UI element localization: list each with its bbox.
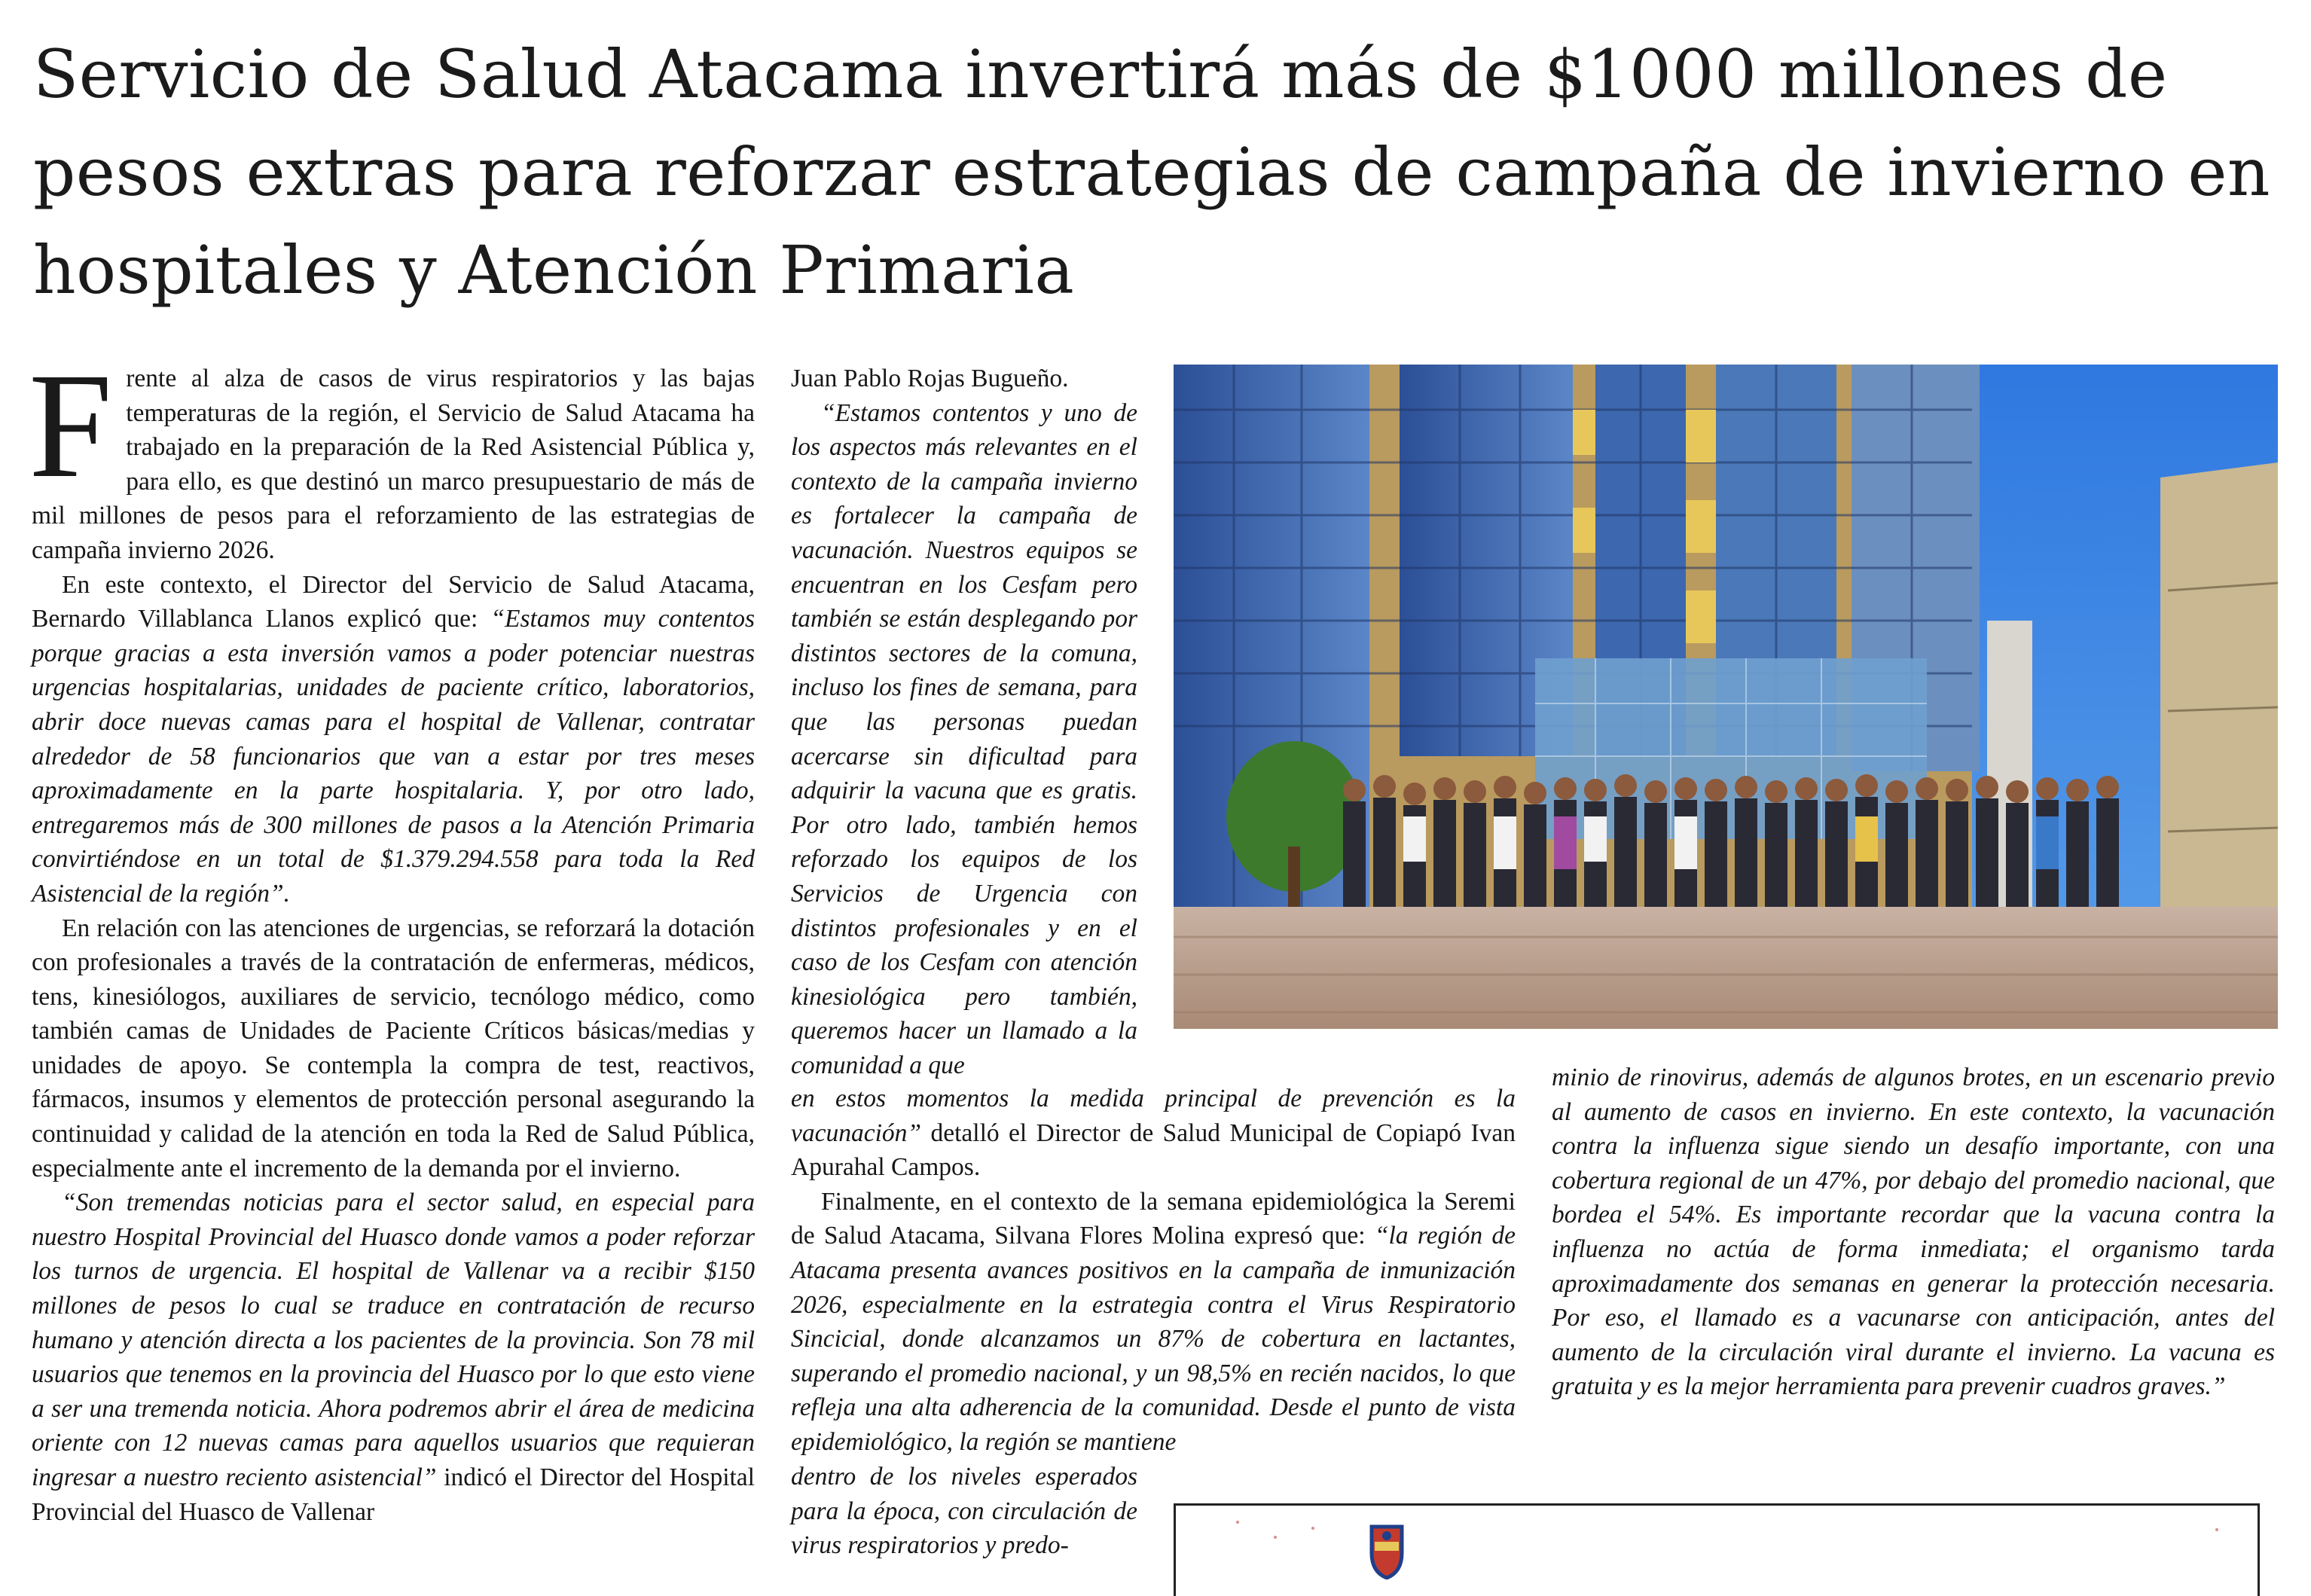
article-column-2-bottom: dentro de los niveles esperados para la época, con circulación de virus respiratorios y predo- [791, 1463, 1137, 1560]
municipal-crest-icon [1364, 1519, 1409, 1579]
article-column-2-lower [791, 1082, 1516, 1460]
decorative-speck [1274, 1536, 1277, 1539]
paragraph-continued: Juan Pablo Rojas Bugueño. [791, 365, 1069, 392]
hospital-building-illustration [1174, 365, 2278, 1029]
group-photo-hospital [1174, 365, 2278, 1029]
headline: Servicio de Salud Atacama invertirá más de $1000 millones de pesos extras para reforzar estrategias de campaña de invierno en hospitales y Atención Primaria [33, 35, 2271, 309]
paragraph-1: Frente al alza de casos de virus respiratorios y las bajas temperaturas de la región, el Servicio de Salud Atacama ha trabajado en la preparación de la Red Asistencial Pública y, para ello, es que destinó un marco presupuestario de más de mil millones de pesos para el reforzamiento de las estrategias de campaña invierno 2026. [29, 343, 755, 564]
paragraph-quote-copiapo-end: en estos momentos la medida principal de prevención es la vacunación” detalló el Director de Salud Municipal de Copiapó Ivan Apurahal Campos. [791, 1085, 1516, 1182]
paragraph-4: “Son tremendas noticias para el sector salud, en especial para nuestro Hospital Provincial del Huasco donde vamos a poder reforzar los turnos de urgencia. El hospital de Vallenar va a recibir $150 millones de pesos lo cual se traduce en contratación de recurso humano y atención directa a los pacientes de la provincia. Son 78 mil usuarios que tenemos en la provincia del Huasco por lo que esto viene a ser una tremenda noticia. Ahora podremos abrir el área de medicina oriente con 12 nuevas camas para aquellos usuarios que requieran ingresar a nuestro reciento asistencial” indicó el Director del Hospital Provincial del Huasco de Vallenar [32, 1189, 755, 1526]
advertisement-box [1174, 1503, 2260, 1596]
drop-cap: F [29, 343, 113, 509]
decorative-speck [2215, 1528, 2218, 1531]
decorative-speck [1311, 1527, 1314, 1530]
paragraph-seremi: Finalmente, en el contexto de la semana epidemiológica la Seremi de Salud Atacama, Silvana Flores Molina expresó que: “la región de Atacama presenta avances positivos en la campaña de inmunización 2026, especialmente en la estrategia contra el Virus Respiratorio Sincicial, donde alcanzamos un 87% de cobertura en lactantes, superando el promedio nacional, y un 98,5% en recién nacidos, lo que refleja una alta adherencia de la comunidad. Desde el punto de vista epidemiológico, la región se mantiene [791, 1187, 1516, 1456]
quote-seremi-continued: minio de rinovirus, además de algunos brotes, en un escenario previo al aumento de casos en invierno. En este contexto, la vacunación contra la influenza sigue siendo un desafío importante, con una cobertura regional de un 47%, por debajo del promedio nacional, que bordea el 54%. Es importante recordar que la vacuna contra la influenza no actúa de forma inmediata; el organismo tarda aproximadamente dos semanas en generar la protección necesaria. Por eso, el llamado es a vacunarse con anticipación, antes del aumento de la circulación viral durante el invierno. La vacuna es gratuita y es la mejor herramienta para prevenir cuadros graves.” [1552, 1063, 2275, 1401]
article-column-1 [29, 343, 755, 1529]
paragraph-2: En este contexto, el Director del Servicio de Salud Atacama, Bernardo Villablanca Llanos explicó que: “Estamos muy contentos porque gracias a esta inversión vamos a poder potenciar nuestras urgencias hospitalarias, unidades de paciente crítico, laboratorios, abrir doce nuevas camas para el hospital de Vallenar, contratar alrededor de 58 funcionarios que van a estar por tres meses aproximadamente en la parte hospitalaria. Y, por otro lado, entregaremos más de 300 millones de pasos a la Atención Primaria convirtiéndose en un total de $1.379.294.558 para toda la Red Asistencial de la región”. [32, 570, 755, 908]
quote-director-ssa: “Estamos muy contentos porque gracias a esta inversión vamos a poder potenciar nuestras urgencias hospitalarias, unidades de paciente crítico, laboratorios, abrir doce nuevas camas para el hospital de Vallenar, contratar alrededor de 58 funcionarios que van a estar por tres meses aproximadamente en la parte hospitalaria. Y, por otro lado, entregaremos más de 300 millones de pasos a la Atención Primaria convirtiéndose en un total de $1.379.294.558 para toda la Red Asistencial de la región”. [32, 605, 755, 908]
decorative-speck [1236, 1521, 1239, 1524]
quote-director-hospital: “Son tremendas noticias para el sector salud, en especial para nuestro Hospital Provincial del Huasco donde vamos a poder reforzar los turnos de urgencia. El hospital de Vallenar va a recibir $150 millones de pesos lo cual se traduce en contratación de recurso humano y atención directa a los pacientes de la provincia. Son 78 mil usuarios que tenemos en la provincia del Huasco por lo que esto viene a ser una tremenda noticia. Ahora podremos abrir el área de medicina oriente con 12 nuevas camas para aquellos usuarios que requieran ingresar a nuestro reciento asistencial” [32, 1189, 755, 1491]
quote-seremi: “la región de Atacama presenta avances positivos en la campaña de inmunización 2026, especialmente en la estrategia contra el Virus Respiratorio Sincicial, donde alcanzamos un 87% de cobertura en lactantes, superando el promedio nacional, y un 98,5% en recién nacidos, lo que refleja una alta adherencia de la comunidad. Desde el punto de vista epidemiológico, la región se mantiene [791, 1222, 1516, 1456]
paragraph-quote-copiapo: “Estamos contentos y uno de los aspectos más relevantes en el contexto de la campaña invierno es fortalecer la campaña de vacunación. Nuestros equipos se encuentran en los Cesfam pero también se están desplegando por distintos sectores de la comuna, incluso los fines de semana, para que las personas puedan acercarse sin dificultad para adquirir la vacuna que es gratis. Por otro lado, también hemos reforzado los equipos de los Servicios de Urgencia con distintos profesionales y en el caso de los Cesfam con atención kinesiológica pero también, queremos hacer un llamado a la comunidad a que [791, 398, 1137, 1079]
article-column-2 [791, 362, 1137, 1082]
article-column-3 [1552, 1060, 2275, 1404]
paragraph-3: En relación con las atenciones de urgencias, se reforzará la dotación con profesionales a través de la contratación de enfermeras, médicos, tens, kinesiólogos, auxiliares de servicio, tecnólogo médico, como también camas de Unidades de Paciente Críticos básicas/medias y unidades de apoyo. Se contempla la compra de test, reactivos, fármacos, insumos y elementos de protección personal asegurando la continuidad y calidad de la atención en toda la Red de Salud Pública, especialmente ante el incremento de la demanda por el invierno. [32, 914, 755, 1183]
